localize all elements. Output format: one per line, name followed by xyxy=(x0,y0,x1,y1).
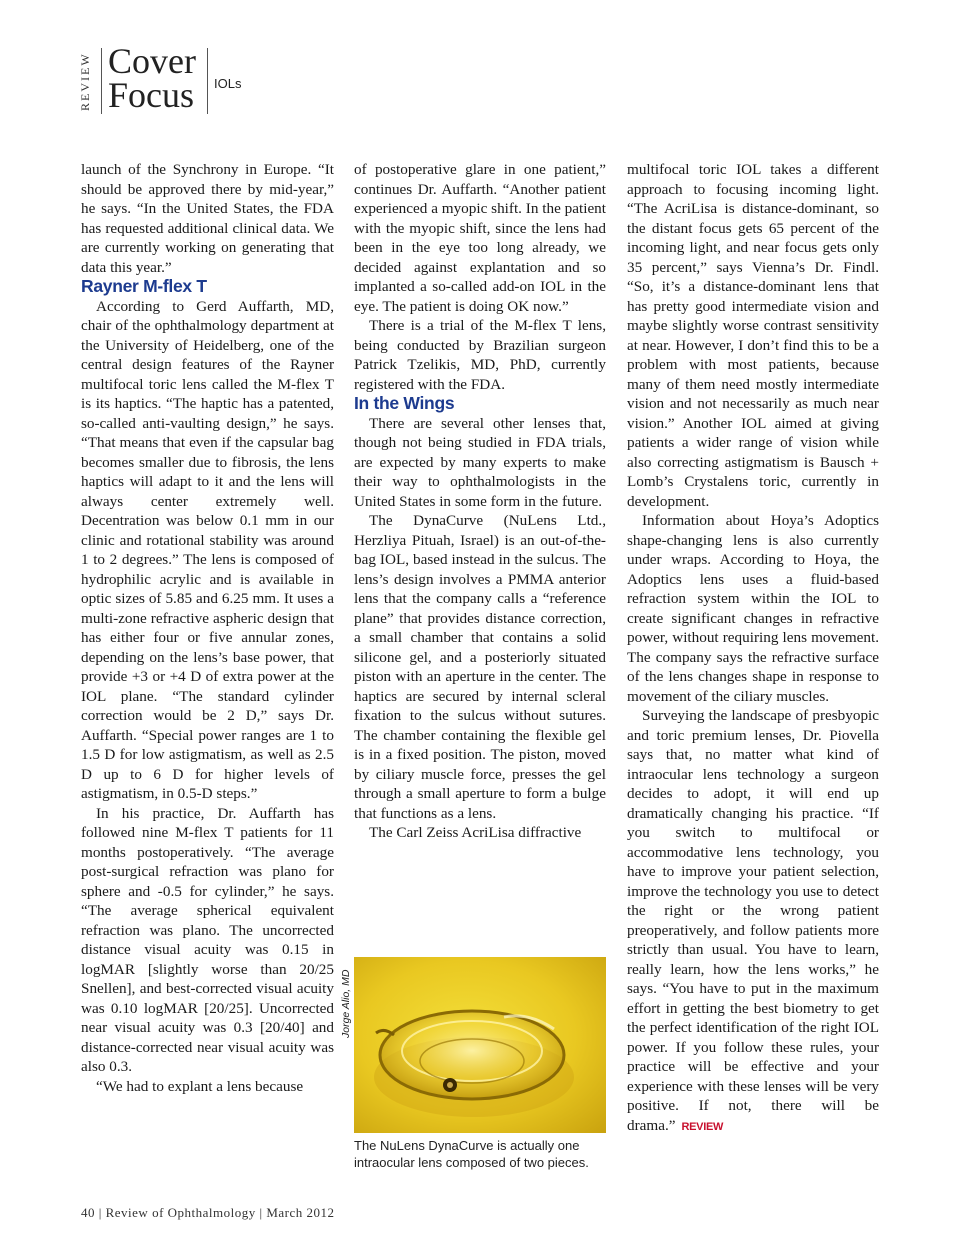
paragraph: There is a trial of the M-flex T lens, being conducted by Brazilian surgeon Patrick Tzelikis, MD, PhD, currently registered with the FDA. xyxy=(354,317,606,393)
paragraph: of postoperative glare in one patient,” continues Dr. Auffarth. “Another patient experienced a myopic shift. In the patient with the myopic shift, since the lens had been in the eye too long already, we decided against explantation and so implanted a so-called add-on IOL in the eye. The patient is doing OK now.” xyxy=(354,161,606,315)
photo-caption: The NuLens DynaCurve is actually one intraocular lens composed of two pieces. xyxy=(354,1138,589,1170)
paragraph: The DynaCurve (NuLens Ltd., Herzliya Pituah, Israel) is an out-of-the-bag IOL, based instead in the sulcus. The lens’s design involves a PMMA anterior lens that the company calls a “reference plane” that provides distance correction, a small chamber that contains a solid silicone gel, and a posteriorly situated piston with an aperture in the center. The haptics are secured by internal scleral fixation to the sulcus without sutures. The chamber containing the flexible gel is in a fixed position. The piston, moved by ciliary muscle force, presses the gel through a small aperture to form a bulge that functions as a lens. xyxy=(354,512,606,822)
title-line-1: Cover xyxy=(108,41,196,81)
article-column-3 xyxy=(627,160,879,1137)
article-column-2 xyxy=(354,160,606,843)
section-title xyxy=(108,41,196,115)
header-divider xyxy=(101,48,102,114)
lens-photo xyxy=(354,957,606,1133)
paragraph: The Carl Zeiss AcriLisa diffractive xyxy=(369,824,582,841)
paragraph: “We had to explant a lens because xyxy=(96,1077,304,1095)
subheading-rayner: Rayner M-flex T xyxy=(81,276,207,296)
paragraph xyxy=(627,706,879,1137)
intraocular-lens-illustration xyxy=(354,957,606,1133)
paragraph-text: Surveying the landscape of presbyopic and toric premium lenses, Dr. Piovella says that, no matter what kind of intraocular lens technology a surgeon decides to adopt, it will end up dramatically changing his practice. “If you switch to multifocal or accommodative lens technology, you have to improve your patient selection, improve the technology you use to detect the right or the wrong patient preoperatively, and follow patients more strictly than usual. You have to learn, really learn, how the lens works,” he says. “You have to put in the maximum effort in getting the best biometry to get the perfect identification of the right IOL power. If you follow these rules, your practice will be effective and your experience with these lenses will be very positive. If not, there will be drama.” xyxy=(627,707,879,1134)
title-line-2: Focus xyxy=(108,75,195,115)
photo-credit: Jorge Alio, MD xyxy=(340,969,352,1038)
page-footer: 40 | Review of Ophthalmology | March 2012 xyxy=(81,1205,335,1220)
paragraph: In his practice, Dr. Auffarth has followed nine M-flex T patients for 11 months postoperatively. “The average post-surgical refraction was plano for sphere and -0.5 for cylinder,” he says. “The average spherical equivalent refraction was plano. The uncorrected distance visual acuity was 0.15 in logMAR [slightly worse than 20/25 Snellen], and best-corrected visual acuity was 0.10 logMAR [20/25]. Uncorrected near visual acuity was 0.3 [20/40] and distance-corrected near visual acuity was also 0.3. xyxy=(81,804,334,1075)
paragraph: According to Gerd Auffarth, MD, chair of the ophthalmology department at the University of Heidelberg, one of the central design features of the Rayner multifocal toric lens called the M-flex T is its haptics. “The haptic has a patented, so-called anti-vaulting design,” he says. “That means that even if the capsular bag becomes smaller due to fibrosis, the lens haptics will adapt to it and the lens will always center extremely well. Decentration was below 0.1 mm in our clinic and rotational stability was around 1 to 2 degrees.” The lens is composed of hydrophilic acrylic and is available in optic sizes of 5.85 and 6.25 mm. It uses a multi-zone refractive aspheric design that has either four or five annular zones, depending on the lens’s base power, that provide +3 or +4 D of extra power at the IOL plane. “The standard cylinder correction would be 2 D,” says Dr. Auffarth. “Special power ranges are 1 to 1.5 D for low astigmatism, as well as 2.5 D up to 6 D for higher levels of astigmatism, in 0.5-D steps.” xyxy=(81,297,334,802)
paragraph: multifocal toric IOL takes a different approach to focusing incoming light. “The AcriLisa is distance-dominant, so the distant focus gets 65 percent of the incoming light, and near focus gets only 35 percent,” says Vienna’s Dr. Findl. “So, it’s a distance-dominant lens that has pretty good intermediate vision and maybe slightly worse contrast sensitivity at near. However, I don’t find this to be a problem with most patients, because many of them need mostly intermediate vision and not necessarily as much near vision.” Another IOL aimed at giving patients a wider range of vision while also correcting astigmatism is Bausch + Lomb’s Crystalens toric, currently in development. xyxy=(627,161,879,510)
paragraph: launch of the Synchrony in Europe. “It should be approved there by mid-year,” he says. “In the United States, the FDA has requested additional clinical data. We are currently working on generating that data this year.” xyxy=(81,161,334,276)
header-divider-2 xyxy=(207,48,208,114)
article-column-1 xyxy=(81,160,334,1096)
paragraph: There are several other lenses that, though not being studied in FDA trials, are expected by many experts to make their way to ophthalmologists in the United States in some form in the future. xyxy=(354,414,606,510)
review-label: REVIEW xyxy=(78,52,92,112)
subheading-in-the-wings: In the Wings xyxy=(354,393,455,413)
section-tag: IOLs xyxy=(214,76,242,91)
paragraph: Information about Hoya’s Adoptics shape-changing lens is also currently under wraps. According to Hoya, the Adoptics lens uses a fluid-based refraction system within the IOL to create significant changes in refractive power, without requiring lens movement. The company says the refractive surface of the lens changes shape in response to movement of the ciliary muscles. xyxy=(627,512,879,705)
review-end-mark: REVIEW xyxy=(681,1120,724,1133)
